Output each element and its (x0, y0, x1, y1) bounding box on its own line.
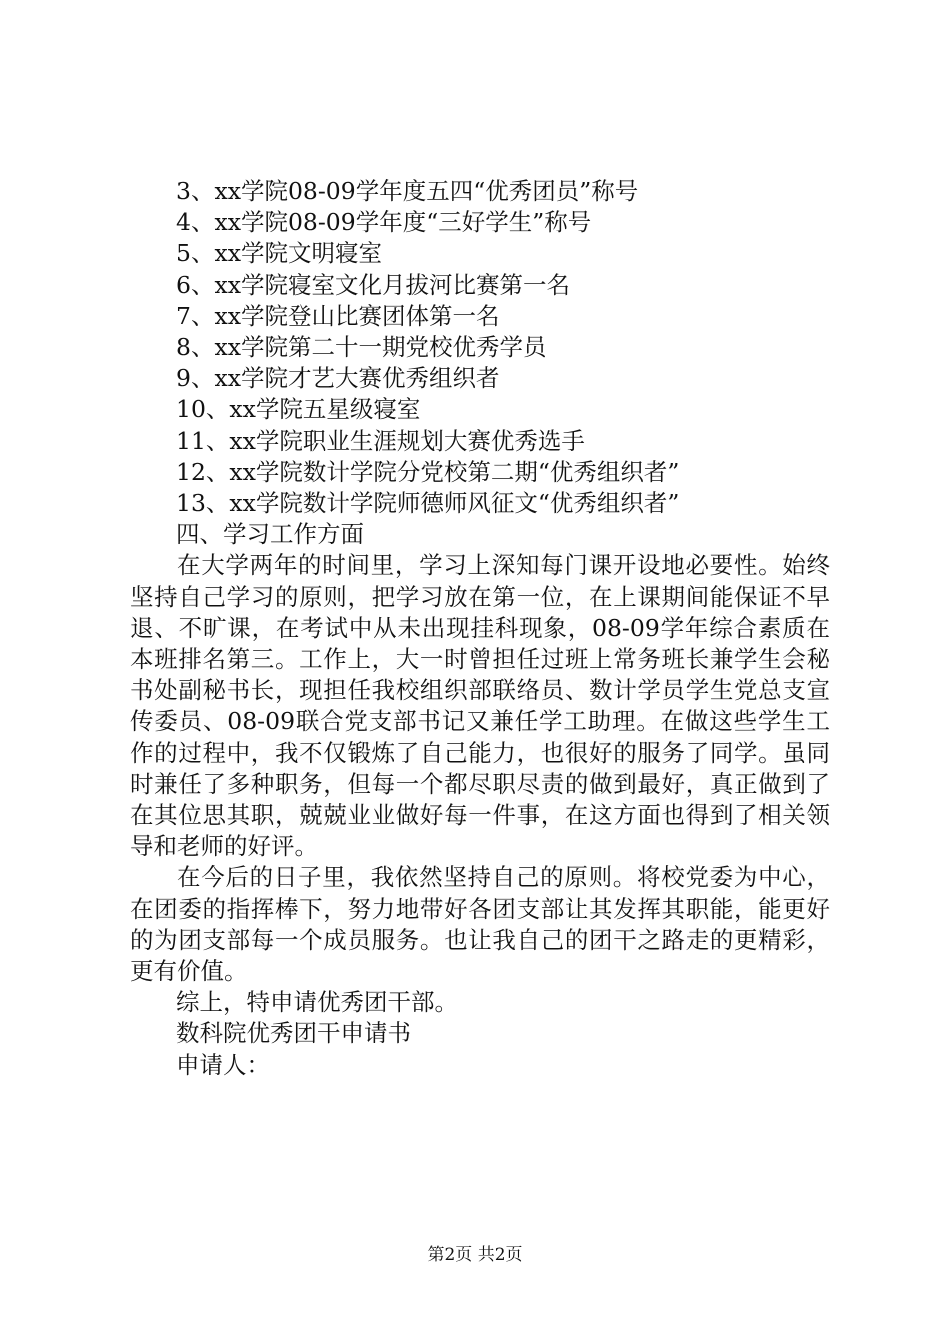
list-item-3: 3、xx学院08-09学年度五四“优秀团员”称号 (176, 177, 639, 205)
paragraph-future: 在今后的日子里，我依然坚持自己的原则。将校党委为中心，在团委的指挥棒下，努力地带好各团支部让其发挥其职能，能更好的为团支部每一个成员服务。也让我自己的团干之路走的更精彩，更有价值。 (130, 863, 830, 986)
list-item-8: 8、xx学院第二十一期党校优秀学员 (176, 333, 547, 362)
list-item-10: 10、xx学院五星级寝室 (176, 395, 421, 424)
closing-statement: 综上，特申请优秀团干部。 (176, 988, 458, 1017)
list-item-9: 9、xx学院才艺大赛优秀组织者 (176, 364, 500, 393)
list-item-12: 12、xx学院数计学院分党校第二期“优秀组织者” (176, 457, 680, 486)
list-item-6: 6、xx学院寝室文化月拔河比赛第一名 (176, 270, 570, 299)
section-heading: 四、学习工作方面 (176, 520, 364, 549)
applicant-label: 申请人： (176, 1050, 270, 1079)
document-body (130, 176, 830, 1081)
page-footer: 第2页 共2页 (427, 1245, 523, 1265)
list-item-4: 4、xx学院08-09学年度“三好学生”称号 (176, 208, 592, 237)
paragraph-study-work: 在大学两年的时间里，学习上深知每门课开设地必要性。始终坚持自己学习的原则，把学习放在第一位，在上课期间能保证不早退、不旷课，在考试中从未出现挂科现象，08-09学年综合素质在本班排名第三。工作上，大一时曾担任过班上常务班长兼学生会秘书处副秘书长，现担任我校组织部联络员、数计学员学生党总支宣传委员、08-09联合党支部书记又兼任学工助理。在做这些学生工作的过程中，我不仅锻炼了自己能力，也很好的服务了同学。虽同时兼任了多种职务，但每一个都尽职尽责的做到最好，真正做到了在其位思其职，兢兢业业做好每一件事，在这方面也得到了相关领导和老师的好评。 (130, 551, 830, 861)
list-item-11: 11、xx学院职业生涯规划大赛优秀选手 (176, 426, 585, 455)
document-title: 数科院优秀团干申请书 (176, 1019, 411, 1048)
list-item-7: 7、xx学院登山比赛团体第一名 (176, 301, 500, 330)
list-item-13: 13、xx学院数计学院师德师风征文“优秀组织者” (176, 489, 680, 518)
list-item-5: 5、xx学院文明寝室 (176, 239, 382, 268)
